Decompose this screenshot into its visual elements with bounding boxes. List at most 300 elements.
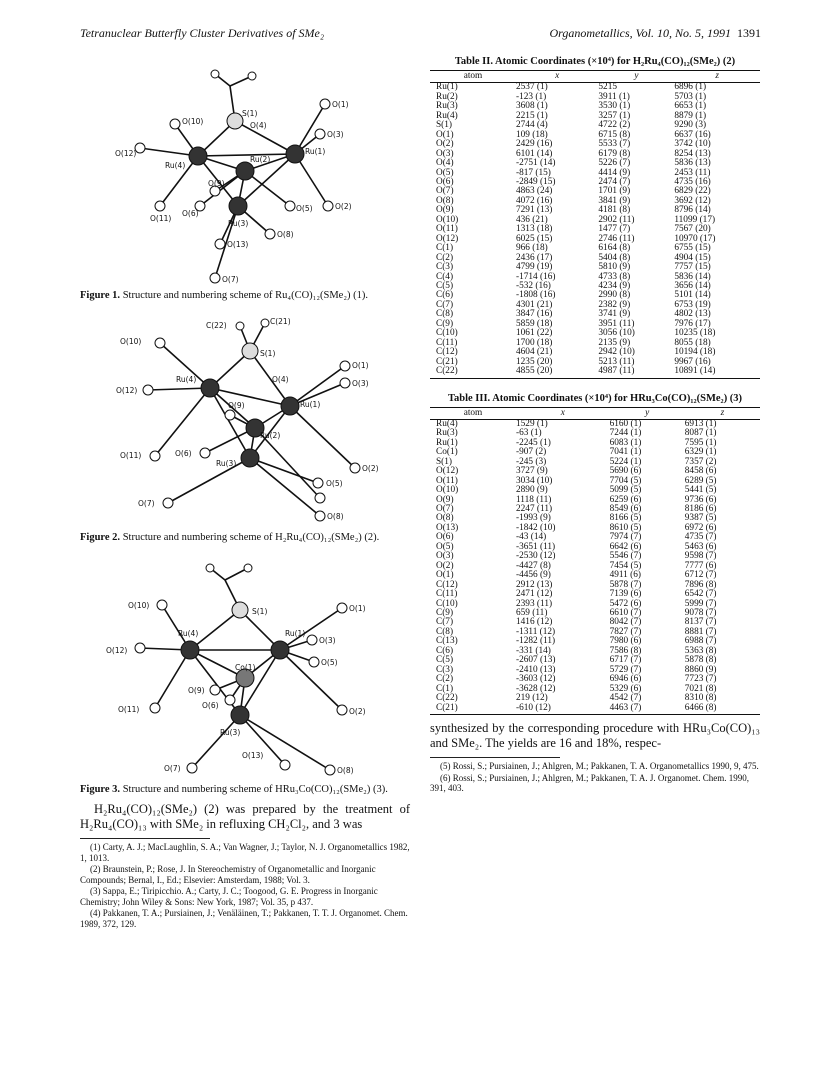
coordinate-cell: 7291 (13) [516, 205, 553, 216]
coordinate-cell: 5729 (7) [609, 664, 642, 675]
atom-cell: C(6) [436, 645, 454, 656]
coordinate-cell: 7139 (6) [609, 589, 642, 600]
atom-cell: C(1) [436, 683, 454, 694]
coordinate-cell: 8458 (6) [684, 466, 717, 477]
coordinate-cell: 3608 (1) [516, 101, 548, 112]
coordinate-cell: -1808 (16) [516, 290, 556, 301]
references-right [430, 761, 760, 794]
atom-label: O(1) [352, 361, 369, 370]
atom-cell: C(8) [436, 309, 454, 320]
coordinate-cell: 6025 (15) [516, 233, 553, 244]
coordinate-cell: -2530 (12) [516, 551, 556, 562]
coordinate-cell: -610 (12) [516, 704, 610, 715]
coordinate-cell: 9598 (7) [684, 551, 717, 562]
coordinate-cell: 3056 (10) [598, 328, 635, 339]
coordinate-cell: 7827 (7) [609, 626, 642, 637]
coordinate-cell: 8860 (9) [684, 664, 717, 675]
atom-cell: S(1) [436, 456, 453, 467]
coordinate-cell: -2245 (1) [516, 437, 551, 448]
body-paragraph-left: H₂Ru₄(CO)₁₂(SMe₂) (2) was prepared by the treatment of H₂Ru₄(CO)₁₃ with SMe₂ in refluxing CH₂Cl₂, and 3 was [80, 802, 410, 831]
atom-label: O(13) [227, 240, 249, 249]
reference-item: (1) Carty, A. J.; MacLaughlin, S. A.; Van Wagner, J.; Taylor, N. J. Organometallics 1982, 1, 1013. [80, 842, 410, 863]
coordinate-cell: 2746 (11) [598, 233, 635, 244]
coordinate-cell: 5859 (18) [516, 318, 553, 329]
coordinate-cell: 1118 (11) [516, 494, 552, 505]
atom-label: O(11) [150, 214, 172, 223]
column-header: atom [430, 71, 516, 83]
coordinate-cell: 6637 (16) [674, 129, 711, 140]
coordinate-cell: 8549 (6) [609, 504, 642, 515]
atom-cell: C(6) [436, 290, 454, 301]
coordinate-cell: 2215 (1) [516, 110, 548, 121]
atom-cell: C(22) [436, 693, 458, 704]
coordinate-cell: 4072 (16) [516, 195, 553, 206]
footnote-rule-right [430, 757, 560, 758]
atom-cell: O(11) [436, 475, 458, 486]
coordinate-cell: 11099 (17) [674, 214, 716, 225]
coordinate-cell: 4855 (20) [516, 367, 598, 378]
atom-cell: Ru(2) [436, 91, 458, 102]
atom-cell: C(9) [436, 318, 454, 329]
coordinate-cell: 5224 (1) [609, 456, 642, 467]
coordinate-cell: 6164 (8) [598, 243, 631, 254]
coordinate-cell: 8881 (7) [684, 626, 717, 637]
atom-label: O(10) [120, 337, 142, 346]
atom-label: O(4) [250, 121, 267, 130]
coordinate-cell: 7704 (5) [609, 475, 642, 486]
coordinate-cell: 2429 (16) [516, 139, 553, 150]
atom-cell: C(9) [436, 608, 454, 619]
table-3-body [430, 419, 760, 714]
atom-cell: Co(1) [436, 447, 458, 458]
coordinate-cell: 1235 (20) [516, 356, 553, 367]
atom-cell: C(4) [436, 271, 454, 282]
coordinate-cell: 8879 (1) [674, 110, 707, 121]
coordinate-cell: 8310 (8) [684, 693, 717, 704]
coordinate-cell: 5690 (6) [609, 466, 642, 477]
atom-label: O(4) [272, 375, 289, 384]
coordinate-cell: -4456 (9) [516, 570, 551, 581]
coordinate-cell: 5404 (8) [598, 252, 631, 263]
atom-cell: O(3) [436, 148, 454, 159]
table-2-title: Table II. Atomic Coordinates (×10⁴) for H₂Ru₄(CO)₁₂(SMe₂) (2) [454, 56, 736, 67]
atom-label: O(7) [164, 764, 181, 773]
coordinate-cell: 7974 (7) [609, 532, 642, 543]
atom-label: Ru(4) [165, 161, 186, 170]
coordinate-cell: 2474 (7) [598, 176, 631, 187]
atom-label: S(1) [242, 109, 258, 118]
atom-label: O(1) [332, 100, 349, 109]
coordinate-cell: -3603 (12) [516, 674, 556, 685]
coordinate-cell: 7244 (1) [609, 428, 642, 439]
coordinate-cell: -2607 (13) [516, 655, 556, 666]
atom-label: O(3) [327, 130, 344, 139]
atom-cell: C(7) [436, 617, 454, 628]
coordinate-cell: 8087 (1) [684, 428, 717, 439]
coordinate-cell: 4735 (16) [674, 176, 711, 187]
atom-label: O(2) [362, 464, 379, 473]
figure-1-caption: Figure 1. Structure and numbering scheme of Ru₄(CO)₁₂(SMe₂) (1). [80, 290, 368, 301]
atom-label: O(12) [115, 149, 137, 158]
coordinate-cell: 8055 (18) [674, 337, 711, 348]
coordinate-cell: 5836 (13) [674, 158, 711, 169]
coordinate-cell: -1842 (10) [516, 522, 556, 533]
coordinate-cell: 4733 (8) [598, 271, 631, 282]
coordinate-cell: 1416 (12) [516, 617, 553, 628]
coordinate-cell: 6988 (7) [684, 636, 717, 647]
coordinate-cell: 2436 (17) [516, 252, 553, 263]
figure-2-caption: Figure 2. Structure and numbering scheme of H₂Ru₄(CO)₁₂(SMe₂) (2). [80, 532, 380, 543]
coordinate-cell: 4301 (21) [516, 299, 553, 310]
coordinate-cell: 6289 (5) [684, 475, 717, 486]
coordinate-cell: 436 (21) [516, 214, 548, 225]
coordinate-cell: 7723 (7) [684, 674, 717, 685]
atom-cell: C(5) [436, 280, 454, 291]
atom-cell: O(12) [436, 466, 459, 477]
coordinate-cell: 5099 (5) [609, 485, 642, 496]
atom-cell: O(9) [436, 205, 454, 216]
coordinate-cell: 2471 (12) [516, 589, 553, 600]
coordinate-cell: -2849 (15) [516, 176, 556, 187]
reference-item: (4) Pakkanen, T. A.; Pursiainen, J.; Venäläinen, T.; Pakkanen, T. T. J. Organomet. Chem. 1989, 372, 129. [80, 908, 408, 929]
atom-label: S(1) [252, 607, 268, 616]
atom-cell: O(4) [436, 158, 454, 169]
atom-cell: C(7) [436, 299, 454, 310]
atom-cell: O(1) [436, 570, 454, 581]
figure-1-structure [80, 56, 410, 288]
coordinate-cell: 1700 (18) [516, 337, 553, 348]
coordinate-cell: -3651 (11) [516, 541, 556, 552]
atom-cell: C(2) [436, 252, 454, 263]
coordinate-cell: 3656 (14) [674, 280, 711, 291]
coordinate-cell: 5472 (6) [609, 598, 642, 609]
coordinate-cell: 4735 (7) [684, 532, 717, 543]
atom-label: Ru(1) [305, 147, 326, 156]
coordinate-cell: 5810 (9) [598, 262, 631, 273]
atom-cell: Ru(1) [436, 437, 458, 448]
atom-cell: C(11) [436, 589, 458, 600]
reference-item: (6) Rossi, S.; Pursiainen, J.; Ahlgren, M.; Pakkanen, T. A. J. Organomet. Chem. 1990, 391, 403. [430, 772, 749, 793]
coordinate-cell: 6972 (6) [684, 522, 717, 533]
figure-2 [80, 308, 410, 544]
coordinate-cell: -907 (2) [516, 447, 547, 458]
coordinate-cell: 10235 (18) [674, 328, 716, 339]
coordinate-cell: 6466 (8) [685, 704, 760, 715]
coordinate-cell: 8254 (13) [674, 148, 711, 159]
coordinate-cell: 1529 (1) [516, 418, 548, 429]
coordinate-cell: 9736 (6) [684, 494, 717, 505]
atom-label: O(10) [128, 601, 150, 610]
coordinate-cell: 7454 (5) [609, 560, 642, 571]
atom-cell: O(13) [436, 522, 459, 533]
atom-label: O(6) [202, 701, 219, 710]
atom-cell: C(22) [430, 367, 516, 378]
atom-cell: C(2) [436, 674, 454, 685]
table-row [430, 112, 760, 121]
atom-label: Co(1) [235, 663, 256, 672]
atom-label: O(2) [335, 202, 352, 211]
coordinate-cell: 2990 (8) [598, 290, 631, 301]
coordinate-cell: 6712 (7) [684, 570, 717, 581]
coordinate-cell: 6913 (1) [684, 418, 717, 429]
atom-cell: O(5) [436, 541, 454, 552]
body-paragraph-right: synthesized by the corresponding procedure with HRu₃Co(CO)₁₃ and SMe₂. The yields are 16 and 18%, respec- [430, 721, 760, 750]
coordinate-cell: -532 (16) [516, 280, 551, 291]
atom-label: O(5) [296, 204, 313, 213]
atom-label: O(12) [106, 646, 128, 655]
coordinate-cell: 3951 (11) [598, 318, 635, 329]
coordinate-cell: -4427 (8) [516, 560, 551, 571]
coordinate-cell: 9387 (5) [684, 513, 717, 524]
coordinate-cell: 5533 (7) [598, 139, 631, 150]
coordinate-cell: 2744 (4) [516, 120, 548, 131]
coordinate-cell: 4234 (9) [598, 280, 631, 291]
atom-cell: O(1) [436, 129, 454, 140]
atom-label: O(10) [182, 117, 204, 126]
column-header: z [674, 71, 760, 83]
column-header: x [516, 407, 610, 419]
coordinate-cell: 3741 (9) [598, 309, 631, 320]
coordinate-cell: 4799 (19) [516, 262, 553, 273]
coordinate-cell: 2393 (11) [516, 598, 553, 609]
atom-cell: C(5) [436, 655, 454, 666]
coordinate-cell: 6542 (7) [684, 589, 717, 600]
atom-label: C(22) [206, 321, 227, 330]
coordinate-cell: 4722 (2) [598, 120, 631, 131]
atom-cell: C(13) [436, 636, 458, 647]
coordinate-cell: 3727 (9) [516, 466, 548, 477]
atom-cell: O(6) [436, 176, 454, 187]
reference-item: (2) Braunstein, P.; Rose, J. In Stereochemistry of Organometallic and Inorganic Compounds; Bernal, I., Ed.; Elsevier: Amsterdam, 1988; Vol. 3. [80, 864, 376, 885]
atom-label: O(6) [182, 209, 199, 218]
left-column [80, 56, 410, 930]
coordinate-cell: 8166 (5) [609, 513, 642, 524]
coordinate-cell: 5546 (7) [609, 551, 642, 562]
coordinate-cell: 8042 (7) [609, 617, 642, 628]
coordinate-cell: -1311 (12) [516, 626, 556, 637]
coordinate-cell: 2453 (11) [674, 167, 711, 178]
column-header: y [610, 407, 685, 419]
coordinate-cell: 1477 (7) [598, 224, 631, 235]
atom-cell: O(2) [436, 139, 454, 150]
references-left [80, 842, 410, 929]
atom-cell: C(21) [436, 356, 458, 367]
coordinate-cell: 9967 (16) [674, 356, 711, 367]
table-row [430, 83, 760, 93]
atom-label: C(21) [270, 317, 291, 326]
coordinate-cell: 10970 (17) [674, 233, 716, 244]
coordinate-cell: -43 (14) [516, 532, 547, 543]
column-header: y [598, 71, 674, 83]
atom-label: O(7) [222, 275, 239, 284]
atom-label: Ru(4) [176, 375, 197, 384]
reference-item: (3) Sappa, E.; Tiripicchio. A.; Carty, J. C.; Toogood, G. E. Progress in Inorganic Chemistry; John Wiley & Sons: New York, 1987; Vol. 35, p 437. [80, 886, 378, 907]
coordinate-cell: 7595 (1) [684, 437, 717, 448]
atom-cell: C(3) [436, 262, 454, 273]
atom-cell: Ru(3) [436, 428, 458, 439]
coordinate-cell: 8137 (7) [684, 617, 717, 628]
atom-label: O(5) [321, 658, 338, 667]
coordinate-cell: 6179 (8) [598, 148, 631, 159]
atom-cell: O(12) [436, 233, 459, 244]
coordinate-cell: 4802 (13) [674, 309, 711, 320]
atom-label: O(11) [120, 451, 142, 460]
coordinate-cell: 6946 (6) [609, 674, 642, 685]
atom-label: Ru(2) [260, 431, 281, 440]
atom-cell: O(7) [436, 186, 454, 197]
coordinate-cell: 3841 (9) [598, 195, 631, 206]
coordinate-cell: 3742 (10) [674, 139, 711, 150]
atom-label: Ru(3) [228, 219, 249, 228]
coordinate-cell: -63 (1) [516, 428, 542, 439]
table-row [430, 367, 760, 378]
coordinate-cell: 6753 (19) [674, 299, 711, 310]
atom-cell: C(12) [436, 347, 458, 358]
coordinate-cell: 7357 (2) [684, 456, 717, 467]
coordinate-cell: 6259 (6) [609, 494, 642, 505]
atom-label: O(12) [116, 386, 138, 395]
atom-cell: O(8) [436, 195, 454, 206]
atom-label: O(3) [319, 636, 336, 645]
coordinate-cell: 3692 (12) [674, 195, 711, 206]
atom-label: Ru(1) [285, 629, 306, 638]
coordinate-cell: 10891 (14) [674, 367, 760, 378]
coordinate-cell: 8186 (6) [684, 504, 717, 515]
reference-item: (5) Rossi, S.; Pursiainen, J.; Ahlgren, M.; Pakkanen, T. A. Organometallics 1990, 9, 475. [440, 761, 759, 771]
atom-label: O(8) [277, 230, 294, 239]
atom-cell: Ru(4) [436, 110, 458, 121]
atom-label: O(5) [326, 479, 343, 488]
coordinate-cell: 3530 (1) [598, 101, 631, 112]
figure-3 [80, 550, 410, 796]
coordinate-cell: 7041 (1) [609, 447, 642, 458]
coordinate-cell: 5226 (7) [598, 158, 631, 169]
coordinate-cell: 2902 (11) [598, 214, 635, 225]
coordinate-cell: -1993 (9) [516, 513, 551, 524]
coordinate-cell: 5101 (14) [674, 290, 711, 301]
coordinate-cell: 5878 (7) [609, 579, 642, 590]
coordinate-cell: 966 (18) [516, 243, 548, 254]
atom-cell: O(6) [436, 532, 454, 543]
coordinate-cell: 5215 [598, 82, 617, 93]
coordinate-cell: 4414 (9) [598, 167, 631, 178]
atom-cell: O(9) [436, 494, 454, 505]
atom-cell: C(8) [436, 626, 454, 637]
atom-cell: C(10) [436, 328, 458, 339]
coordinate-cell: 5213 (11) [598, 356, 635, 367]
atom-label: Ru(2) [250, 155, 271, 164]
atom-label: O(6) [175, 449, 192, 458]
atom-label: O(8) [337, 766, 354, 775]
coordinate-cell: -2751 (14) [516, 158, 556, 169]
coordinate-cell: 4863 (24) [516, 186, 553, 197]
coordinate-cell: -817 (15) [516, 167, 551, 178]
coordinate-cell: 4542 (7) [609, 693, 642, 704]
figure-1 [80, 56, 410, 302]
table-3-title: Table III. Atomic Coordinates (×10⁴) for HRu₃Co(CO)₁₂(SMe₂) (3) [447, 392, 743, 404]
figure-3-caption: Figure 3. Structure and numbering scheme of HRu₃Co(CO)₁₂(SMe₂) (3). [80, 784, 388, 795]
table-2 [430, 70, 760, 379]
running-header-right [549, 26, 761, 41]
running-header-left: Tetranuclear Butterfly Cluster Derivatives of SMe₂ [80, 26, 325, 40]
coordinate-cell: 8796 (14) [674, 205, 711, 216]
coordinate-cell: 5836 (14) [674, 271, 711, 282]
coordinate-cell: 7980 (6) [609, 636, 642, 647]
table-row [430, 704, 760, 715]
coordinate-cell: 6829 (22) [674, 186, 711, 197]
atom-cell: O(5) [436, 167, 454, 178]
coordinate-cell: 2135 (9) [598, 337, 631, 348]
coordinate-cell: 4987 (11) [598, 367, 674, 378]
coordinate-cell: 5999 (7) [684, 598, 717, 609]
coordinate-cell: -3628 (12) [516, 683, 556, 694]
column-header: z [685, 407, 760, 419]
coordinate-cell: 219 (12) [516, 693, 548, 704]
atom-cell: Ru(3) [436, 101, 458, 112]
atom-cell: O(7) [436, 504, 454, 515]
coordinate-cell: -331 (14) [516, 645, 551, 656]
atom-label: Ru(1) [300, 400, 321, 409]
coordinate-cell: 4904 (15) [674, 252, 711, 263]
coordinate-cell: 2912 (13) [516, 579, 553, 590]
coordinate-cell: 6160 (1) [609, 418, 642, 429]
atom-label: Ru(3) [216, 459, 237, 468]
atom-cell: O(10) [436, 214, 459, 225]
coordinate-cell: 7896 (8) [684, 579, 717, 590]
coordinate-cell: 7777 (6) [684, 560, 717, 571]
coordinate-cell: -1282 (11) [516, 636, 556, 647]
atom-cell: C(3) [436, 664, 454, 675]
coordinate-cell: 659 (11) [516, 608, 548, 619]
table-row [430, 159, 760, 168]
table-row [430, 102, 760, 111]
atom-cell: C(1) [436, 243, 454, 254]
atom-cell: S(1) [436, 120, 453, 131]
coordinate-cell: 1313 (18) [516, 224, 553, 235]
coordinate-cell: 4911 (6) [609, 570, 641, 581]
atom-label: Ru(4) [178, 629, 199, 638]
coordinate-cell: 7567 (20) [674, 224, 711, 235]
coordinate-cell: 7586 (8) [609, 645, 642, 656]
atom-cell: O(3) [436, 551, 454, 562]
coordinate-cell: 7021 (8) [684, 683, 717, 694]
coordinate-cell: -2410 (13) [516, 664, 556, 675]
atom-cell: C(21) [430, 704, 516, 715]
coordinate-cell: -1714 (16) [516, 271, 556, 282]
page-number: 1391 [737, 26, 761, 40]
atom-label: O(8) [327, 512, 344, 521]
coordinate-cell: 6896 (1) [674, 82, 707, 93]
coordinate-cell: 6642 (6) [609, 541, 642, 552]
coordinate-cell: 1701 (9) [598, 186, 631, 197]
coordinate-cell: 5703 (1) [674, 91, 707, 102]
table-3 [430, 407, 760, 716]
coordinate-cell: 4604 (21) [516, 347, 553, 358]
coordinate-cell: 6755 (15) [674, 243, 711, 254]
coordinate-cell: -245 (3) [516, 456, 547, 467]
coordinate-cell: 9290 (3) [674, 120, 707, 131]
coordinate-cell: 6653 (1) [674, 101, 707, 112]
atom-cell: C(11) [436, 337, 458, 348]
coordinate-cell: 2890 (9) [516, 485, 548, 496]
coordinate-cell: 6715 (8) [598, 129, 631, 140]
coordinate-cell: 7976 (17) [674, 318, 711, 329]
coordinate-cell: 2537 (1) [516, 82, 548, 93]
atom-label: O(9) [208, 179, 225, 188]
coordinate-cell: 3257 (1) [598, 110, 631, 121]
journal-citation: Organometallics, Vol. 10, No. 5, 1991 [549, 26, 731, 40]
coordinate-cell: 6717 (7) [609, 655, 642, 666]
